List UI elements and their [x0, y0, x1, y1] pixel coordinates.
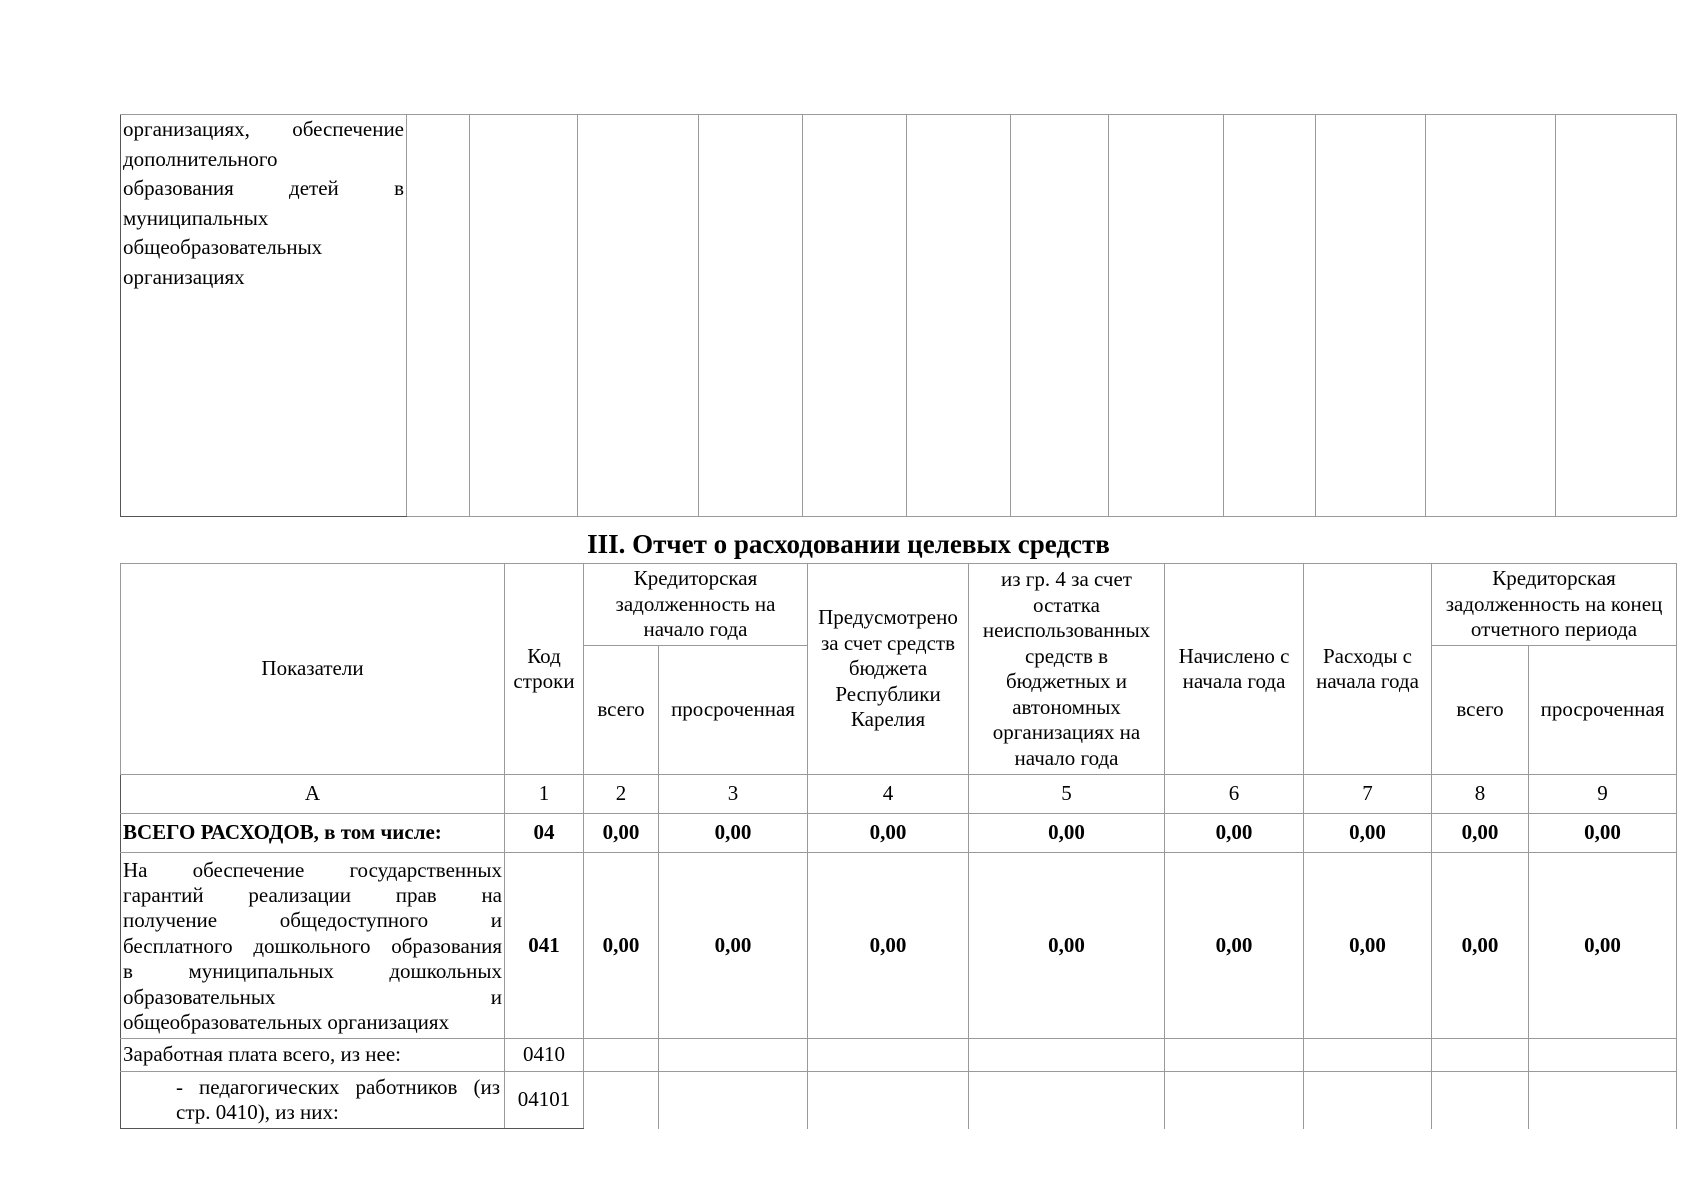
text-line: организациях [123, 264, 245, 289]
column-number: 1 [505, 775, 584, 814]
header-expenses: Расходы с начала года [1304, 564, 1432, 775]
empty-cell [1432, 1039, 1529, 1072]
empty-cell [969, 1072, 1165, 1129]
header-overdue: просроченная [659, 646, 808, 775]
value-cell: 0,00 [1432, 814, 1529, 853]
empty-cell [808, 1039, 969, 1072]
row-label-guarantees [121, 853, 505, 1039]
column-number: 8 [1432, 775, 1529, 814]
column-number: 3 [659, 775, 808, 814]
column-number: 4 [808, 775, 969, 814]
column-number: 6 [1165, 775, 1304, 814]
text-line: бесплатного дошкольного образования [123, 933, 502, 958]
value-cell: 0,00 [659, 814, 808, 853]
empty-cell [699, 115, 803, 517]
empty-cell [659, 1072, 808, 1129]
text-line: в муниципальных дошкольных [123, 959, 502, 984]
row-code: 041 [505, 853, 584, 1039]
empty-cell [584, 1039, 659, 1072]
table-row [121, 853, 1677, 1039]
value-cell: 0,00 [584, 814, 659, 853]
text-line: общеобразовательных [123, 235, 323, 259]
header-accrued: Начислено с начала года [1165, 564, 1304, 775]
header-row-code: Код строки [505, 564, 584, 775]
header-indicators: Показатели [121, 564, 505, 775]
empty-cell [1165, 1039, 1304, 1072]
value-cell: 0,00 [808, 853, 969, 1039]
value-cell: 0,00 [1165, 853, 1304, 1039]
text-line: организациях, обеспечение [123, 117, 404, 141]
empty-cell [1011, 115, 1109, 517]
empty-cell [1165, 1072, 1304, 1129]
column-number: 2 [584, 775, 659, 814]
value-cell: 0,00 [659, 853, 808, 1039]
empty-cell [1529, 1039, 1677, 1072]
empty-cell [578, 115, 699, 517]
continued-row-label [121, 115, 407, 517]
empty-cell [1304, 1039, 1432, 1072]
row-code: 0410 [505, 1039, 584, 1072]
empty-cell [1529, 1072, 1677, 1129]
text-line: получение общедоступного и [123, 908, 502, 933]
value-cell: 0,00 [1165, 814, 1304, 853]
empty-cell [907, 115, 1011, 517]
text-line: образовательных и [123, 984, 502, 1009]
header-total: всего [584, 646, 659, 775]
value-cell: 0,00 [1529, 853, 1677, 1039]
row-code: 04 [505, 814, 584, 853]
empty-cell [808, 1072, 969, 1129]
column-number: А [121, 775, 505, 814]
empty-cell [1432, 1072, 1529, 1129]
empty-cell [470, 115, 578, 517]
empty-cell [1556, 115, 1677, 517]
header-from-col4: из гр. 4 за счет остатка неиспользованных средств в бюджетных и автономных организациях на начало года [969, 564, 1165, 775]
empty-cell [1426, 115, 1556, 517]
value-cell: 0,00 [1529, 814, 1677, 853]
section-title: III. Отчет о расходовании целевых средств [587, 529, 1110, 559]
value-cell: 0,00 [969, 814, 1165, 853]
target-funds-report-table [120, 563, 1677, 1129]
header-payables-start: Кредиторская задолженность на начало года [584, 564, 808, 646]
column-number: 9 [1529, 775, 1677, 814]
empty-cell [659, 1039, 808, 1072]
row-label-salary: Заработная плата всего, из нее: [121, 1039, 505, 1072]
text-line: - педагогических работников (из [176, 1074, 500, 1099]
empty-cell [969, 1039, 1165, 1072]
empty-cell [1224, 115, 1316, 517]
value-cell: 0,00 [584, 853, 659, 1039]
row-code: 04101 [505, 1072, 584, 1129]
table-row [121, 1039, 1677, 1072]
text-line: гарантий реализации прав на [123, 882, 502, 907]
header-total-end: всего [1432, 646, 1529, 775]
column-number: 5 [969, 775, 1165, 814]
empty-cell [1109, 115, 1224, 517]
value-cell: 0,00 [1304, 814, 1432, 853]
empty-cell [584, 1072, 659, 1129]
value-cell: 0,00 [969, 853, 1165, 1039]
continued-table-fragment [120, 114, 1677, 517]
column-number: 7 [1304, 775, 1432, 814]
table-row [121, 1072, 1677, 1129]
header-planned: Предусмотрено за счет средств бюджета Республики Карелия [808, 564, 969, 775]
text-line: На обеспечение государственных [123, 857, 502, 882]
empty-cell [1316, 115, 1426, 517]
text-line: стр. 0410), из них: [176, 1100, 339, 1124]
table-row [121, 814, 1677, 853]
header-overdue-end: просроченная [1529, 646, 1677, 775]
text-line: образования детей в [123, 176, 404, 200]
text-line: дополнительного [123, 146, 278, 171]
empty-cell [803, 115, 907, 517]
value-cell: 0,00 [1432, 853, 1529, 1039]
row-label-total: ВСЕГО РАСХОДОВ, в том числе: [121, 814, 505, 853]
empty-cell [1304, 1072, 1432, 1129]
text-line: общеобразовательных организациях [123, 1010, 450, 1035]
empty-cell [407, 115, 470, 517]
continued-row-text [121, 115, 406, 292]
row-label-pedagogical [121, 1072, 505, 1129]
value-cell: 0,00 [1304, 853, 1432, 1039]
value-cell: 0,00 [808, 814, 969, 853]
header-payables-end: Кредиторская задолженность на конец отчетного периода [1432, 564, 1677, 646]
text-line: муниципальных [123, 205, 269, 230]
